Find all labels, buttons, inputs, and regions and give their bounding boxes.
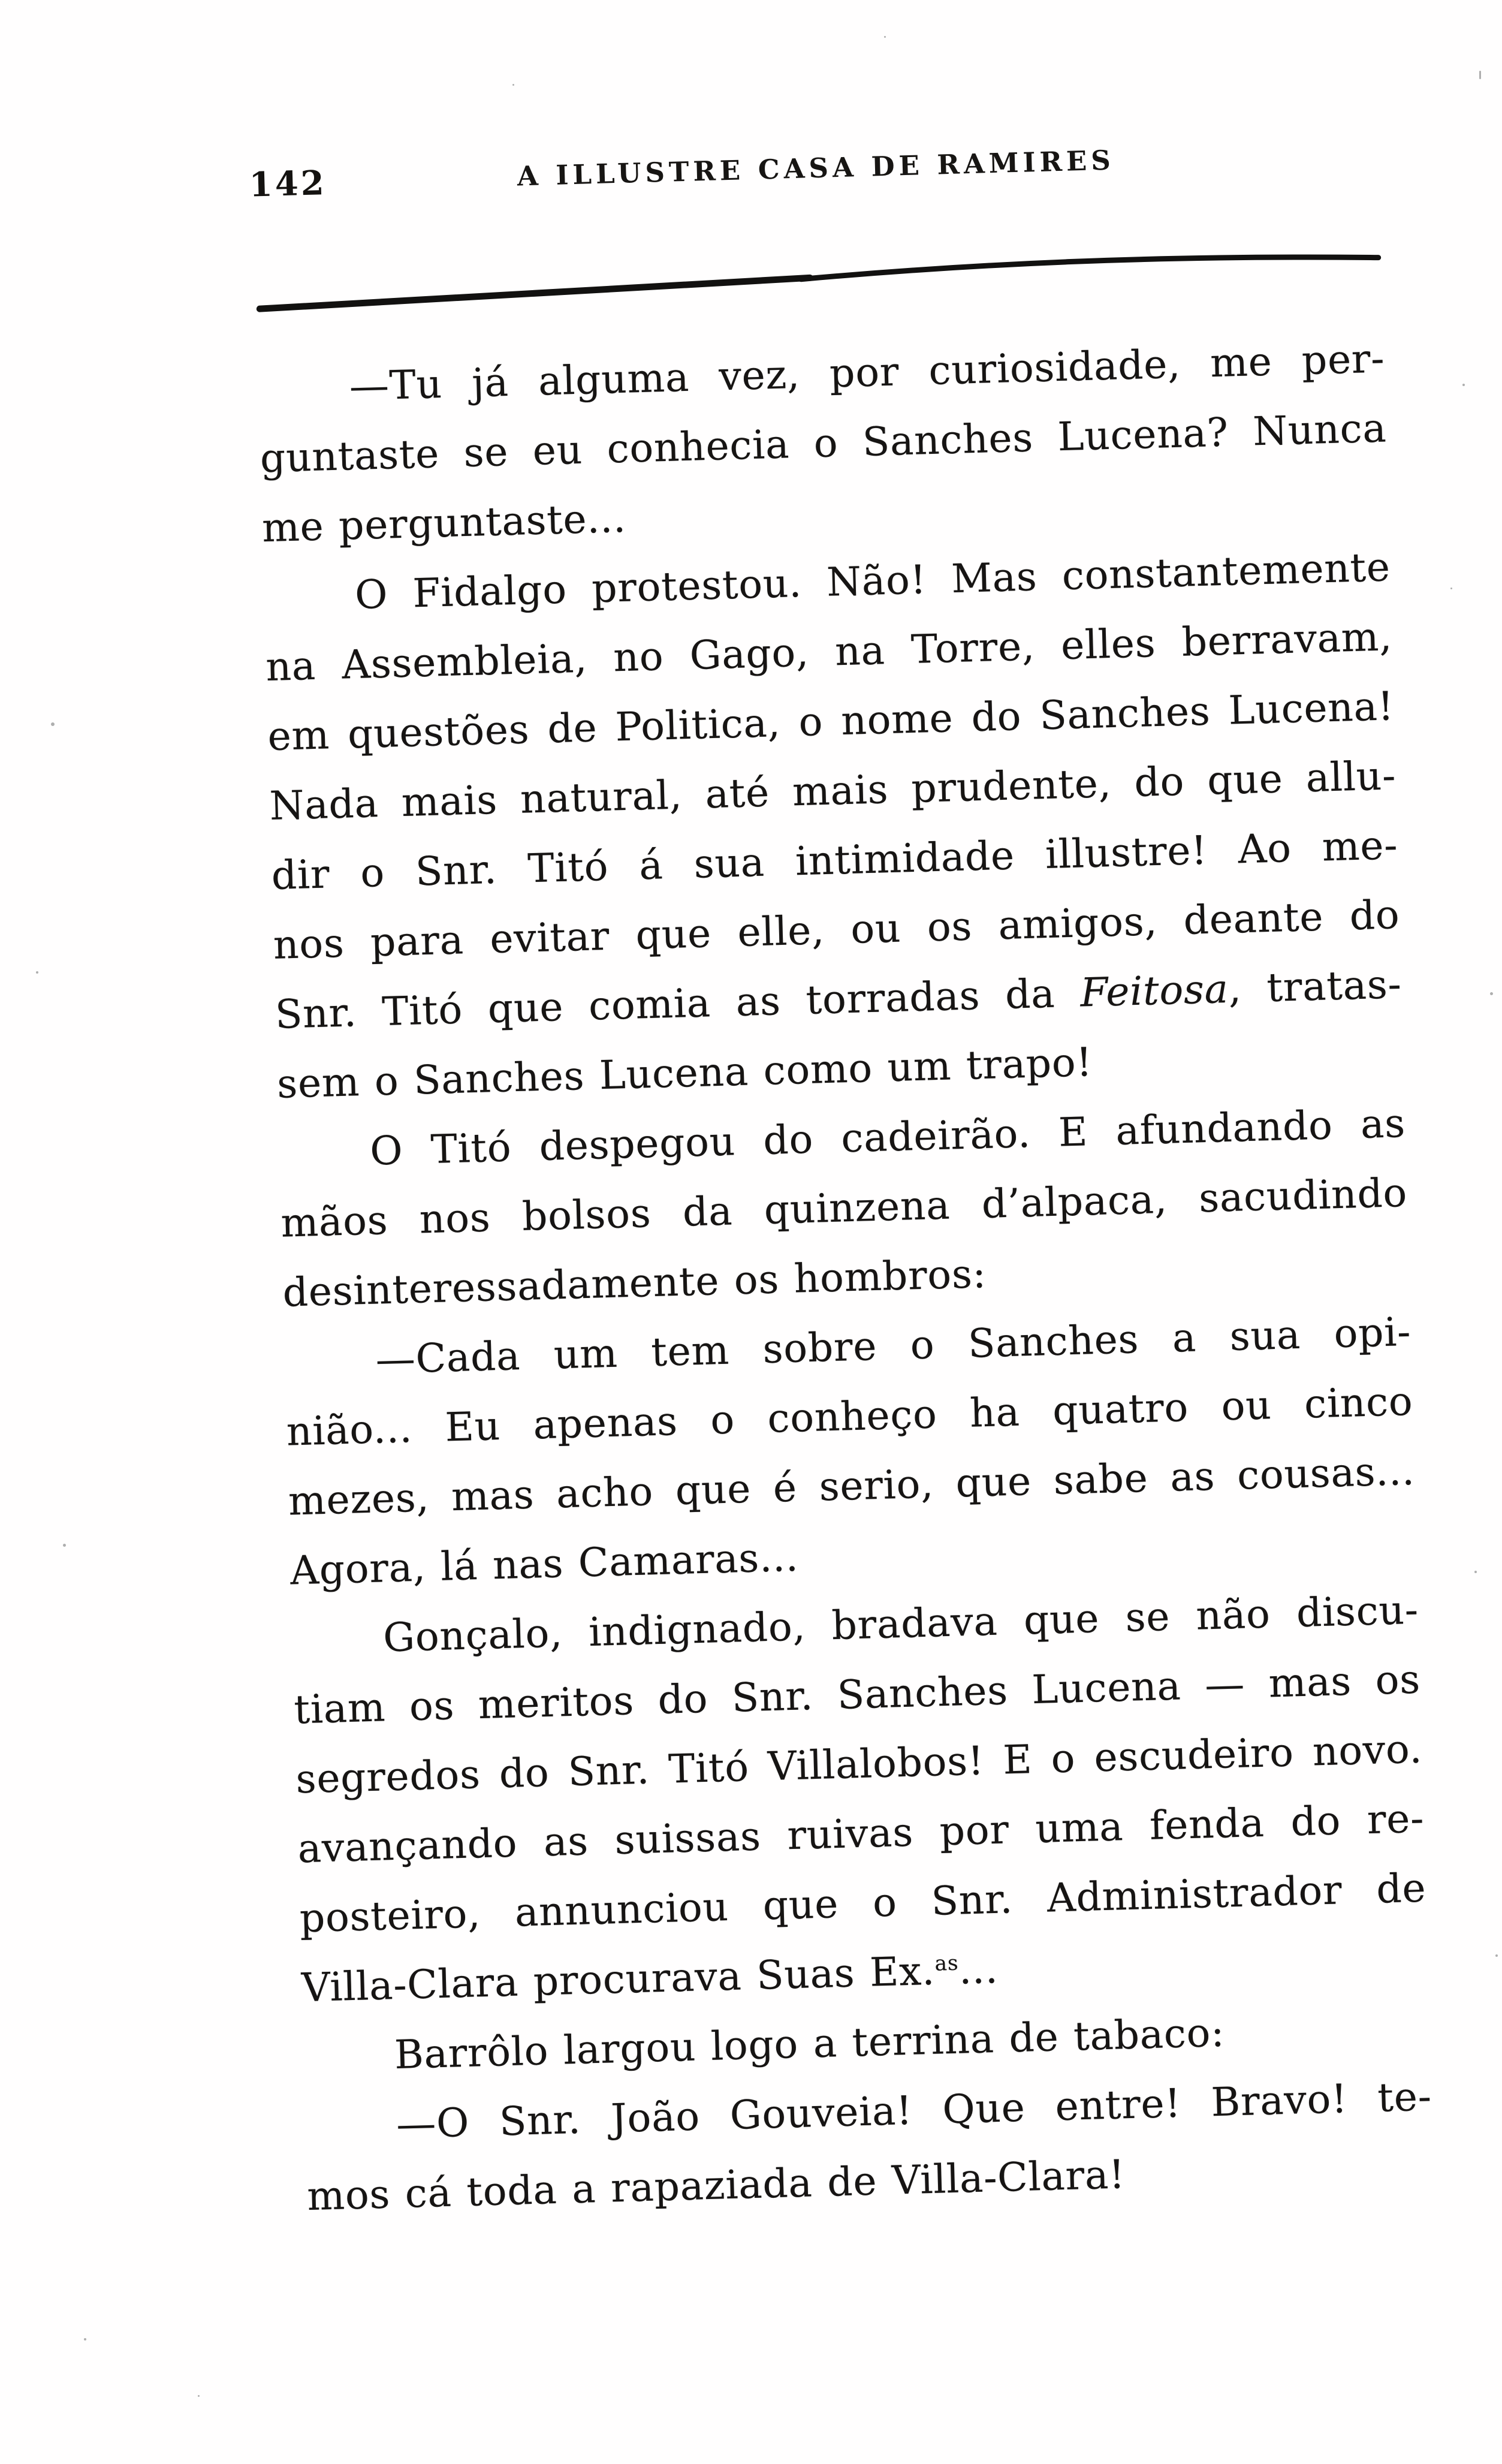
- text-line: em questões de Politica, o nome do Sanches Lucena!: [267, 683, 1395, 760]
- scan-speck: [1490, 992, 1493, 995]
- text-segment: ...: [958, 1945, 999, 1993]
- text-line: guntaste se eu conhecia o Sanches Lucena? Nunca: [260, 405, 1388, 482]
- text-line: desinteressadamente os hombros:: [282, 1250, 987, 1316]
- text-line: me perguntaste...: [261, 495, 627, 552]
- text-line: nião... Eu apenas o conheço ha quatro ou cinco: [285, 1378, 1414, 1455]
- scan-speck: [1450, 588, 1452, 589]
- scan-speck: [1462, 384, 1465, 386]
- scan-speck: [63, 1544, 66, 1547]
- text-line: posteiro, annunciou que o Snr. Administrador de: [298, 1864, 1427, 1942]
- text-segment: Villa-Clara procurava Suas Ex.: [301, 1947, 936, 2011]
- text-line: mos cá toda a rapaziada de Villa-Clara!: [306, 2151, 1126, 2220]
- text-line: tiam os meritos do Snr. Sanches Lucena — mas os: [293, 1656, 1421, 1733]
- scan-speck: [198, 2395, 200, 2397]
- text-line: O Fidalgo protestou. Não! Mas constantemente: [354, 544, 1391, 619]
- header-rule-line: [255, 247, 1383, 316]
- header-rule: [255, 247, 1383, 316]
- page-header: [248, 124, 1380, 221]
- text-line: Gonçalo, indignado, bradava que se não discu-: [382, 1586, 1419, 1661]
- text-segment: Snr. Titó que comia as torradas da: [275, 969, 1081, 1038]
- running-title: A ILLUSTRE CASA DE RAMIRES: [517, 144, 1115, 192]
- scan-speck: [51, 722, 55, 726]
- text-line: segredos do Snr. Titó Villalobos! E o escudeiro novo.: [295, 1725, 1423, 1803]
- scan-speck: [36, 971, 38, 974]
- text-line: mãos nos bolsos da quinzena d’alpaca, sacudindo: [280, 1169, 1408, 1246]
- text-line: Agora, lá nas Camaras...: [289, 1534, 800, 1594]
- text-line: —O Snr. João Gouveia! Que entre! Bravo! te-: [396, 2073, 1432, 2148]
- text-block: [257, 324, 1434, 2231]
- text-line: —Cada um tem sobre o Sanches a sua opi-: [375, 1308, 1412, 1383]
- text-line: mezes, mas acho que é serio, que sabe as cousas...: [288, 1447, 1416, 1525]
- scan-speck: [512, 84, 514, 86]
- text-line: na Assembleia, no Gago, na Torre, elles berravam,: [265, 613, 1393, 691]
- text-line: Barrôlo largou logo a terrina de tabaco:: [394, 2009, 1226, 2079]
- scan-content: [248, 124, 1434, 2232]
- text-line: —Tu já alguma vez, por curiosidade, me per-: [348, 335, 1386, 410]
- text-line: O Titó despegou do cadeirão. E afundando as: [369, 1100, 1406, 1174]
- text-segment: , tratas-: [1227, 961, 1403, 1012]
- scan-speck: [84, 2338, 86, 2341]
- scan-speck: [1495, 1954, 1498, 1957]
- text-line: dir o Snr. Titó á sua intimidade illustre! Ao me-: [270, 822, 1399, 899]
- italic-text: Feitosa: [1079, 965, 1229, 1016]
- page-number: 142: [248, 163, 327, 205]
- text-line: Nada mais natural, até mais prudente, do que allu-: [269, 752, 1397, 830]
- scan-speck: [1474, 1571, 1477, 1573]
- superscript-text: as: [934, 1951, 960, 1976]
- scan-speck: [884, 36, 886, 38]
- text-line: sem o Sanches Lucena como um trapo!: [276, 1039, 1093, 1107]
- text-line: avançando as suissas ruivas por uma fenda do re-: [297, 1795, 1425, 1872]
- scan-speck: [1479, 71, 1481, 79]
- text-line: nos para evitar que elle, ou os amigos, deante do: [272, 891, 1401, 968]
